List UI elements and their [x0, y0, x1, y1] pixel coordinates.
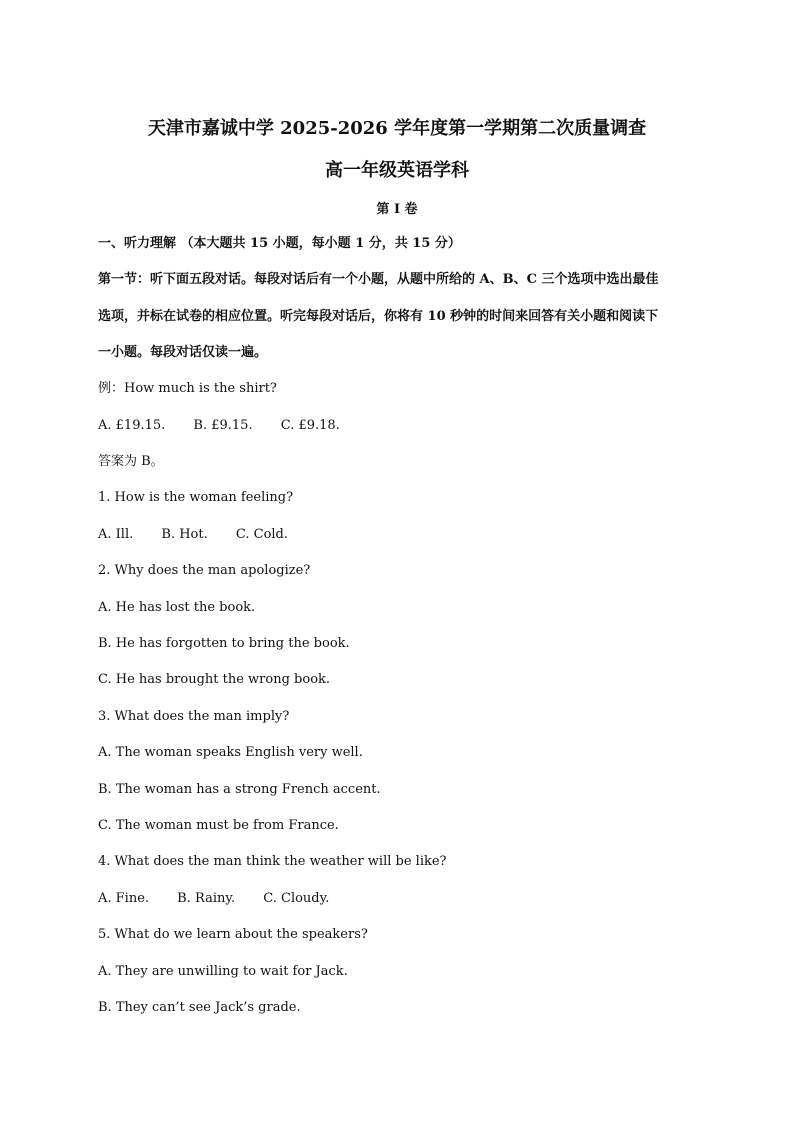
- q3-option-a: A. The woman speaks English very well.: [98, 745, 363, 760]
- q4-option-b: B. Rainy.: [177, 891, 236, 906]
- exam-subtitle: 高一年级英语学科: [325, 160, 469, 181]
- question-4: 4. What does the man think the weather will be like?: [98, 854, 447, 869]
- q3-option-b: B. The woman has a strong French accent.: [98, 782, 381, 797]
- exam-title: 天津市嘉诚中学 2025-2026 学年度第一学期第二次质量调查: [147, 118, 647, 139]
- q5-option-b: B. They can’t see Jack’s grade.: [98, 1000, 301, 1015]
- question-1: 1. How is the woman feeling?: [98, 490, 294, 505]
- instructions-line-3: 一小题。每段对话仅读一遍。: [98, 345, 268, 360]
- q3-option-c: C. The woman must be from France.: [98, 818, 339, 833]
- instructions-line-2: 选项，并标在试卷的相应位置。听完每段对话后，你将有 10 秒钟的时间来回答有关小题和阅读下: [98, 309, 659, 324]
- volume-label: 第 I 卷: [376, 202, 418, 217]
- question-2: 2. Why does the man apologize?: [98, 563, 311, 578]
- example-answer: 答案为 B。: [98, 454, 164, 469]
- q2-option-a: A. He has lost the book.: [98, 600, 256, 615]
- question-3: 3. What does the man imply?: [98, 709, 290, 724]
- q1-option-b: B. Hot.: [161, 527, 208, 542]
- question-4-options: [98, 889, 708, 909]
- q1-option-a: A. Ill.: [98, 527, 134, 542]
- example-option-c: C. £9.18.: [280, 418, 340, 433]
- example-option-b: B. £9.15.: [193, 418, 253, 433]
- q2-option-b: B. He has forgotten to bring the book.: [98, 636, 350, 651]
- q2-option-c: C. He has brought the wrong book.: [98, 672, 331, 687]
- question-1-options: [98, 525, 708, 545]
- q5-option-a: A. They are unwilling to wait for Jack.: [98, 964, 348, 979]
- q4-option-a: A. Fine.: [98, 891, 150, 906]
- example-question: 例：How much is the shirt?: [98, 381, 277, 396]
- section-heading: 一、听力理解 （本大题共 15 小题，每小题 1 分，共 15 分）: [98, 236, 461, 251]
- example-option-a: A. £19.15.: [98, 418, 166, 433]
- q4-option-c: C. Cloudy.: [263, 891, 330, 906]
- question-5: 5. What do we learn about the speakers?: [98, 927, 368, 942]
- q1-option-c: C. Cold.: [235, 527, 289, 542]
- instructions-line-1: 第一节：听下面五段对话。每段对话后有一个小题，从题中所给的 A、B、C 三个选项中选出最佳: [98, 272, 659, 287]
- example-options: [98, 416, 708, 436]
